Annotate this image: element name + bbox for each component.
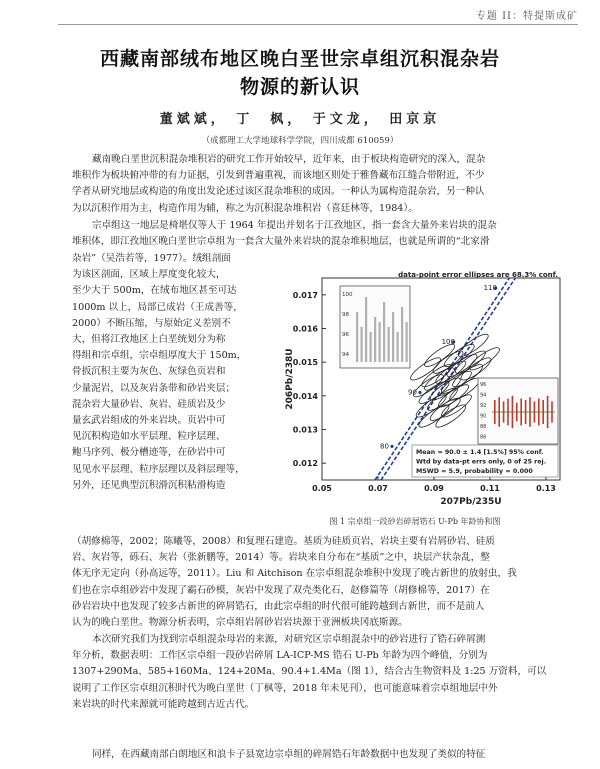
text-line: 2000）不断压缩，与原始定义差别不	[72, 317, 231, 329]
y-tick-label: 0.013	[292, 425, 318, 435]
text-line: 鲍马序列、极分槽迹等，在砂岩中可	[72, 447, 226, 459]
text-line: 岩、灰岩等，砾石、灰岩（张新鹏等，2014）等。岩块来自分布在“基质”之中，块层产状杂乱，整	[72, 552, 490, 564]
text-line: 1000m 以上，局部已成岩（王成善等，	[72, 301, 243, 313]
paragraph-2-wrap	[72, 251, 260, 494]
inset-right-bar	[551, 401, 553, 422]
y-tick-label: 0.012	[292, 459, 318, 469]
paragraph-4	[72, 747, 572, 763]
text-line: 宗卓组这一地层是椅堪仅等人于 1964 年提出并划名于江孜地区，指一套含大量外来岩块的混杂	[92, 220, 497, 231]
concordia-age-marker	[418, 391, 421, 394]
inset-right-bar	[512, 396, 514, 428]
concordia-age-label: 80	[380, 442, 389, 451]
text-line: 说明了工作区宗卓组沉积时代为晚白垩世（丁枫等，2018 年未见刊），也可能意味着宗卓组地层中外	[72, 682, 498, 694]
text-line: 另外，还见典型沉积滑沉积粘滑构造	[72, 479, 226, 491]
article-title-line1: 西藏南部绒布地区晚白垩世宗卓组沉积混杂岩	[99, 48, 500, 70]
inset-right-label: 86	[480, 434, 487, 441]
figure-caption: 图 1 宗卓组一段砂岩碎屑锆石 U-Pb 年龄协和图	[329, 517, 501, 526]
paragraph-1	[72, 152, 572, 217]
text-line: 本次研究我们为找到宗卓组混杂母岩的来源，对研究区宗卓组混杂中的砂岩进行了锆石碎屑测	[92, 634, 486, 645]
inset-right-bar	[534, 401, 536, 422]
x-axis-label: 207Pb/235U	[440, 497, 502, 507]
x-tick-label: 0.11	[480, 484, 500, 493]
inset-right-label: 96	[480, 382, 487, 388]
concordia-age-marker	[390, 445, 393, 448]
inset-left-bar	[388, 327, 390, 362]
concordia-chart	[262, 268, 568, 508]
text-line: 为以沉积作用为主，构造作用为辅，称之为沉积混杂堆积岩（喜廷林等，1984）。	[72, 202, 418, 214]
text-line: 体无序无定向（孙高远等，2011）。Liu 和 Aitchison 在宗卓组混杂堆积中发现了晚古新世的放射虫，我	[72, 568, 517, 580]
text-line: 砂岩岩块中也发现了较多古新世的碎屑锆石，由此宗卓组的时代很可能跨越到古新世，而不是前人	[72, 600, 485, 612]
paragraph-2-tail	[72, 534, 572, 631]
affiliation: （成都理工大学地球科学学院，四川成都 610059）	[201, 136, 399, 146]
inset-right-bar	[507, 399, 509, 426]
text-line: 大，但将江孜地区上白垩统划分为称	[72, 334, 226, 346]
text-line: 见沉积构造如水平层理、粒序层理、	[72, 431, 226, 443]
text-line: 见见水平层理、粒序层理以及斜层理等，	[72, 463, 245, 475]
inset-right-bar	[529, 397, 531, 427]
text-line: 少量泥岩，以及灰岩条带和砂岩夹层；	[72, 382, 236, 394]
x-tick-label: 0.13	[536, 484, 556, 493]
inset-left-bar	[401, 307, 403, 362]
inset-right-bar	[525, 400, 527, 424]
inset-left-label: 98	[342, 312, 349, 318]
inset-right-bar	[494, 400, 496, 424]
x-tick-label: 0.05	[312, 484, 332, 493]
running-header	[0, 0, 600, 30]
concordia-figure	[262, 268, 568, 508]
text-line: 杂岩”（吴浩若等，1977）。绒组剖面	[72, 253, 231, 264]
text-line: 骨扳沉积主要为灰色、灰绿色页岩和	[72, 366, 226, 378]
text-line: 至少大于 500m，在绒布地区甚至可达	[72, 285, 237, 297]
y-tick-label: 0.017	[292, 290, 318, 300]
inset-left-bar	[383, 302, 385, 362]
x-tick-label: 0.07	[368, 484, 388, 493]
inset-right-label: 88	[480, 424, 487, 430]
inset-left-label: 100	[342, 292, 353, 298]
text-line: 量玄武岩组成的外来岩块。页岩中可	[72, 415, 226, 427]
text-line: 同样，在西藏南部白朗地区和浪卡子县宽边宗卓组的碎屑锆石年龄数据中也发现了类似的特征	[92, 749, 486, 760]
inset-right-bar	[547, 396, 549, 428]
inset-left-label: 94	[342, 352, 349, 358]
article-title-line2: 物源的新认识	[239, 76, 360, 98]
inset-left-bar	[379, 322, 381, 362]
inset-right-bar	[503, 401, 505, 422]
inset-left-label: 96	[342, 332, 349, 338]
inset-right-bar	[538, 399, 540, 426]
inset-right-frame	[478, 378, 558, 444]
concordia-age-label: 110	[483, 284, 497, 293]
inset-right-bar	[516, 403, 518, 421]
text-line: 学者从研究地层或构造的角度出发论述过该区混杂堆积的成因。一种认为属构造混杂岩，另一种认	[72, 186, 485, 198]
inset-right-label: 92	[480, 403, 487, 409]
text-line: 来岩块的时代来源就可能跨越到古近古代。	[72, 698, 255, 710]
y-tick-label: 0.014	[292, 391, 318, 401]
inset-left-bar	[365, 297, 367, 362]
y-axis-label: 206Pb/238U	[285, 348, 295, 410]
text-line: 为该区剖面，区域上厚度变化较大，	[72, 269, 226, 281]
x-tick-label: 0.09	[424, 484, 444, 493]
section-label: 专题 II：特提斯成矿	[475, 11, 578, 22]
inset-right-label: 90	[480, 413, 487, 420]
header-rule	[58, 24, 578, 25]
text-line: 年分析，数据表明：工作区宗卓组一段砂岩碎屑 LA-ICP-MS 锆石 U-Pb 年龄为四个峰值，分别为	[72, 650, 488, 662]
inset-left-bar	[374, 317, 376, 362]
inset-right-bar	[542, 400, 544, 424]
concordia-age-label: 90	[408, 388, 417, 397]
inset-left-bar	[406, 322, 408, 362]
text-line: 混杂岩大量砂岩、灰岩、硅质岩及少	[72, 398, 226, 410]
stats-line: MSWD = 5.9, probability = 0.000	[416, 468, 533, 475]
inset-left-bar	[397, 332, 399, 362]
authors: 董斌斌， 丁 枫， 于文龙， 田京京	[159, 112, 441, 127]
paragraph-3	[72, 632, 572, 713]
inset-left-bar	[370, 332, 372, 362]
inset-left-bar	[392, 312, 394, 362]
y-tick-label: 0.016	[292, 324, 318, 334]
inset-right-label: 94	[480, 392, 487, 399]
chart-title: data-point error ellipses are 68.3% conf.	[398, 271, 558, 279]
text-line: 得组和宗卓组，宗卓组厚度大于 150m，	[72, 350, 247, 362]
y-tick-label: 0.015	[292, 358, 318, 368]
stats-line: Mean = 90.0 ± 1.4 [1.5%] 95% conf.	[416, 449, 544, 456]
text-line: 认为的晚白垩世。物源分析表明，宗卓组岩屑砂岩岩块源于亚洲板块冈底斯源。	[72, 617, 408, 629]
inset-left-bar	[361, 327, 363, 362]
text-line: （胡修棉等，2002；陈曦等，2008）和复理石建造。基质为硅质页岩，岩块主要有岩屑砂岩、硅质	[72, 536, 495, 547]
inset-right-bar	[498, 397, 500, 427]
stats-line: Wtd by data-pt errs only, 0 of 25 rej.	[416, 458, 547, 466]
text-line: 们也在宗卓组砂岩中发现了霸石砂模，灰岩中发现了双壳类化石，赵修篇等（胡修棉等，2017）在	[72, 584, 490, 596]
concordia-age-label: 100	[441, 337, 455, 346]
text-line: 1307+290Ma、585+160Ma、124+20Ma、90.4+1.4Ma（图 1），结合古生物资料及 1:25 万资料，可以	[72, 666, 547, 678]
inset-right-bar	[520, 399, 522, 426]
text-line: 藏南晚白垩世沉积混杂堆积岩的研究工作开始较早，近年来，由于板块构造研究的深入，混杂	[92, 154, 486, 165]
text-line: 堆积体，即江孜地区晚白垩世宗卓组为一套含大量外来岩块的混杂堆积地层，也就是所谓的“北家滑	[72, 236, 490, 248]
inset-left-bar	[356, 312, 358, 362]
text-line: 堆积作为板块俯冲带的有力证据，引发到普遍重视，而该地区则处于雅鲁藏布江缝合带附近，不少	[72, 170, 485, 182]
paragraph-2-head	[72, 218, 572, 250]
